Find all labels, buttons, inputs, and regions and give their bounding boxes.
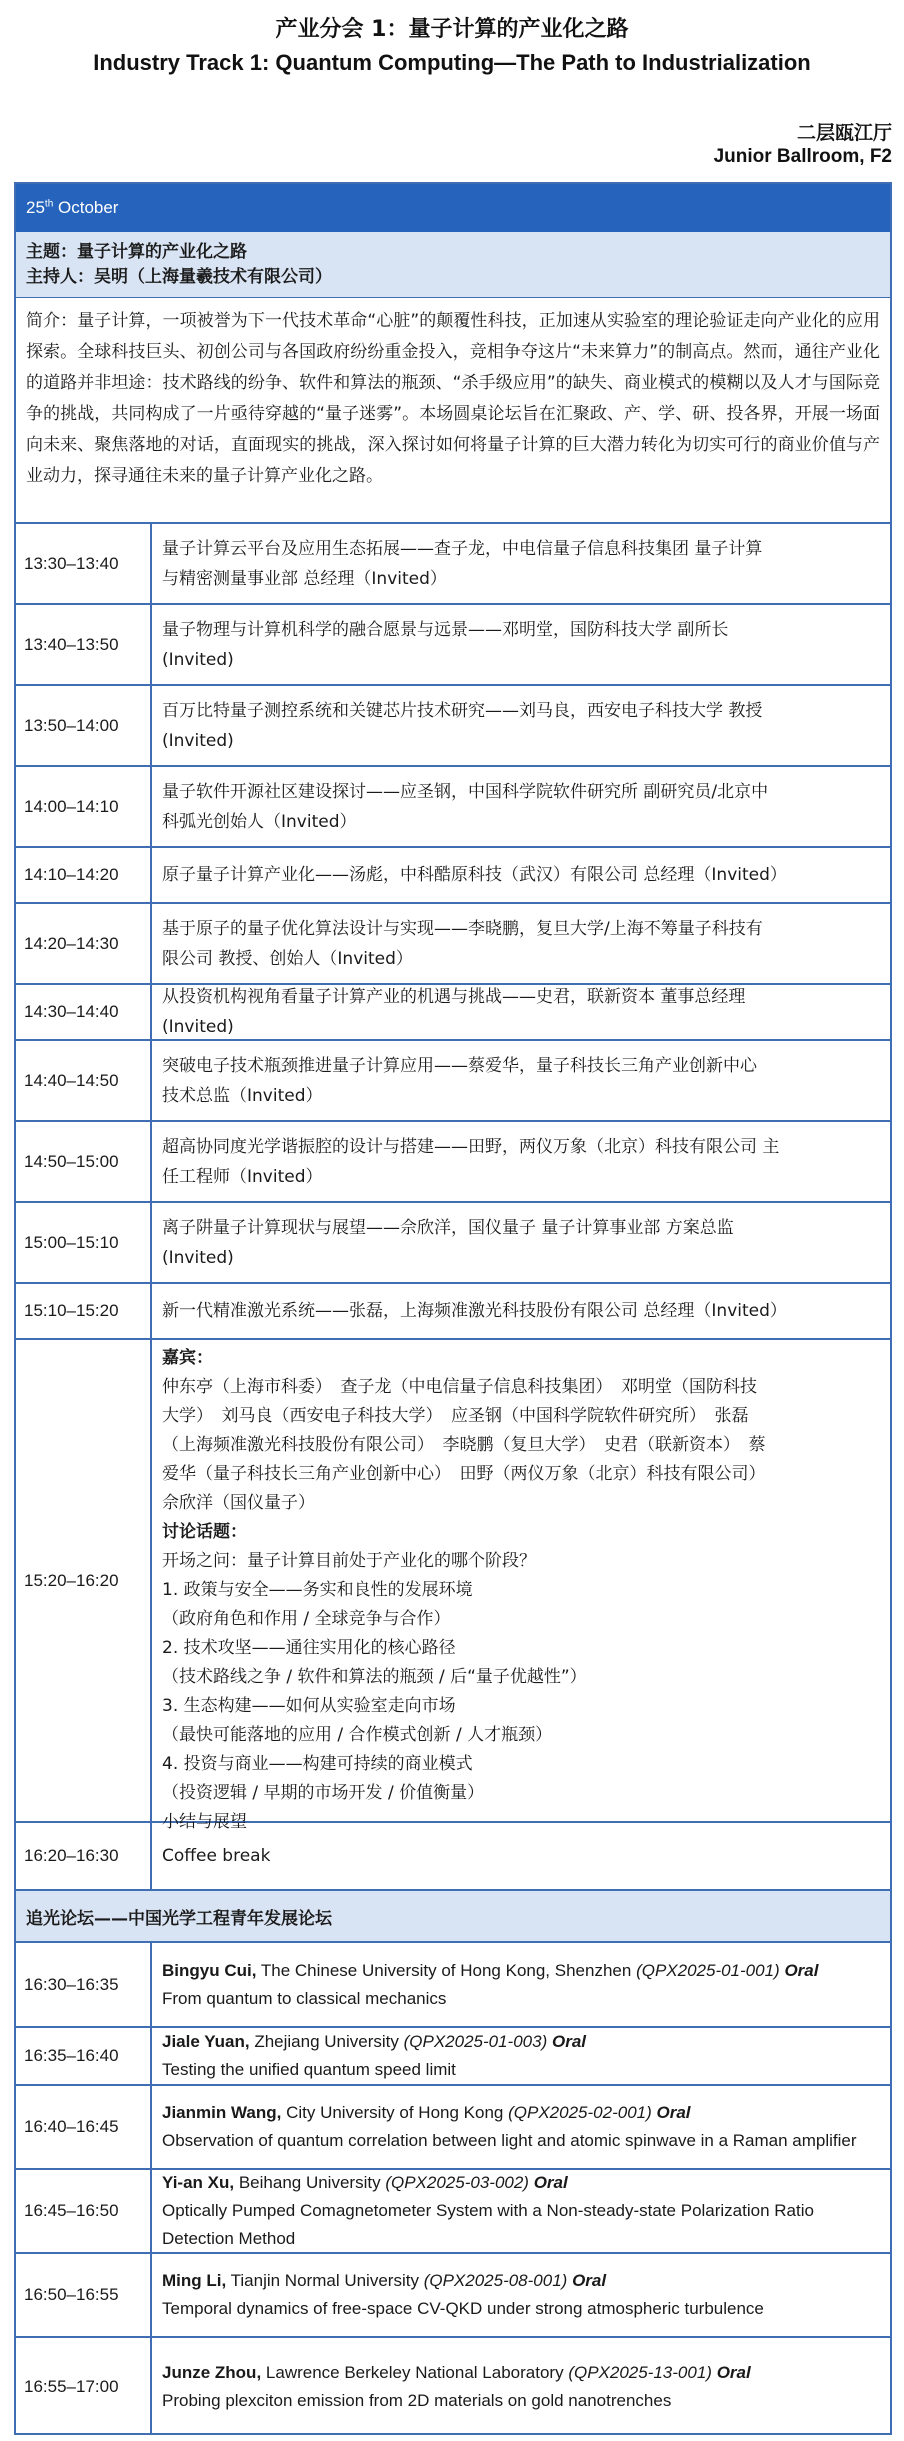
talk-desc	[154, 2338, 890, 2435]
topics-list	[162, 1547, 882, 1837]
talk-speaker: Ming Li,	[162, 2271, 227, 2290]
topic-line: 3. 生态构建——如何从实验室走向市场	[162, 1696, 456, 1716]
talk-speaker: Junze Zhou,	[162, 2362, 262, 2382]
session-row	[16, 1122, 890, 1203]
panel-time: 15:20–16:20	[16, 1340, 152, 1821]
topic-line: 2. 技术攻坚——通往实用化的核心路径	[162, 1638, 456, 1658]
talk-time: 16:35–16:40	[16, 2028, 152, 2084]
talk-desc	[154, 2086, 890, 2168]
session-time: 14:40–14:50	[16, 1041, 152, 1120]
talk-title: Temporal dynamics of free-space CV-QKD under strong atmospheric turbulence	[162, 2299, 764, 2318]
session-row	[16, 1284, 890, 1340]
coffee-label	[154, 1823, 890, 1889]
talk-time: 16:55–17:00	[16, 2338, 152, 2435]
talk-time: 16:45–16:50	[16, 2170, 152, 2252]
talk-title: Testing the unified quantum speed limit	[162, 2060, 456, 2079]
talk-type: Oral	[551, 2032, 587, 2051]
guest-line: 爱华（量子科技长三角产业创新中心） 田野（两仪万象（北京）科技有限公司）	[162, 1464, 766, 1484]
panel-desc	[154, 1340, 890, 1832]
talk-row	[16, 1943, 890, 2028]
session-desc	[154, 1203, 890, 1282]
session-desc	[154, 524, 890, 603]
guest-line: （上海频准激光科技股份有限公司） 李晓鹏（复旦大学） 史君（联新资本） 蔡	[162, 1435, 766, 1455]
talk-type: Oral	[784, 1960, 819, 1980]
coffee-time: 16:20–16:30	[16, 1823, 152, 1889]
topic-line: （技术路线之争 / 软件和算法的瓶颈 / 后“量子优越性”）	[162, 1667, 587, 1687]
session-desc	[154, 1041, 890, 1120]
talk-row	[16, 2028, 890, 2086]
talk-type: Oral	[656, 2103, 691, 2122]
talk-speaker: Jiale Yuan,	[162, 2032, 250, 2051]
venue-cn: 二层瓯江厅	[796, 122, 892, 144]
topic-host: 主持人：吴明（上海量羲技术有限公司）	[26, 267, 332, 287]
session-line2: 技术总监（Invited）	[162, 1085, 323, 1106]
talk-title: Optically Pumped Comagnetometer System with a Non-steady-state Polarization Ratio Detection Method	[162, 2201, 814, 2248]
session-desc	[154, 904, 890, 983]
session-line2: 科弧光创始人（Invited）	[162, 811, 357, 832]
date-month: October	[58, 198, 119, 217]
session-row	[16, 904, 890, 985]
session-line1: 量子物理与计算机科学的融合愿景与远景——邓明堂，国防科技大学 副所长	[162, 619, 729, 640]
session-desc	[154, 605, 890, 684]
talk-row	[16, 2254, 890, 2338]
panel-row	[16, 1340, 890, 1832]
talk-title: Observation of quantum correlation between light and atomic spinwave in a Raman amplifier	[162, 2131, 857, 2150]
talk-title: From quantum to classical mechanics	[162, 1988, 447, 2008]
session-time: 14:50–15:00	[16, 1122, 152, 1201]
session-row	[16, 985, 890, 1041]
intro-text: 简介：量子计算，一项被誉为下一代技术革命“心脏”的颠覆性科技，正加速从实验室的理论验证走向产业化的应用探索。全球科技巨头、初创公司与各国政府纷纷重金投入，竞相争夺这片“未来算力”的制高点。然而，通往产业化的道路并非坦途：技术路线的纷争、软件和算法的瓶颈、“杀手级应用”的缺失、商业模式的模糊以及人才与国际竞争的挑战，共同构成了一片亟待穿越的“量子迷雾”。本场圆桌论坛旨在汇聚政、产、学、研、投各界，开展一场面向未来、聚焦落地的对话，直面现实的挑战，深入探讨如何将量子计算的巨大潜力转化为切实可行的商业价值与产业动力，探寻通往未来的量子计算产业化之路。	[16, 298, 890, 524]
talk-type: Oral	[533, 2173, 568, 2192]
session-row	[16, 1203, 890, 1284]
session-line2: 限公司 教授、创始人（Invited）	[162, 948, 413, 969]
talk-speaker: Jianmin Wang,	[162, 2103, 282, 2122]
session-desc	[154, 767, 890, 846]
talk-time: 16:40–16:45	[16, 2086, 152, 2168]
session-line2: (Invited)	[162, 730, 234, 751]
guest-line: 佘欣洋（国仪量子）	[162, 1493, 315, 1513]
session-desc	[154, 1284, 890, 1338]
session-line1: 从投资机构视角看量子计算产业的机遇与挑战——史君，联新资本 董事总经理	[162, 987, 746, 1007]
date-header	[16, 184, 890, 232]
session-line1: 量子软件开源社区建设探讨——应圣钢，中国科学院软件研究所 副研究员/北京中	[162, 781, 769, 802]
session-line1: 原子量子计算产业化——汤彪，中科酷原科技（武汉）有限公司 总经理（Invited）	[162, 865, 787, 885]
session-line1: 量子计算云平台及应用生态拓展——查子龙，中电信量子信息科技集团 量子计算	[162, 538, 763, 559]
session-row	[16, 767, 890, 848]
talk-code: (QPX2025-13-001)	[568, 2362, 712, 2382]
topic-line: 开场之问：量子计算目前处于产业化的哪个阶段？	[162, 1551, 536, 1571]
talk-row	[16, 2086, 890, 2170]
talk-header	[162, 2169, 882, 2197]
session-line2: 任工程师（Invited）	[162, 1166, 323, 1187]
venue-en: Junior Ballroom, F2	[713, 146, 892, 167]
talk-affiliation: Beihang University	[238, 2173, 381, 2192]
talk-desc	[154, 2254, 890, 2336]
talk-desc	[154, 1943, 890, 2026]
topic-line: （政府角色和作用 / 全球竞争与合作）	[162, 1609, 451, 1629]
talk-header	[162, 2267, 882, 2295]
session-row	[16, 1041, 890, 1122]
topic-line: 小结与展望	[162, 1812, 247, 1832]
talk-affiliation: City University of Hong Kong	[286, 2103, 504, 2122]
session-line1: 离子阱量子计算现状与展望——佘欣洋，国仪量子 量子计算事业部 方案总监	[162, 1217, 734, 1238]
guests-label: 嘉宾：	[162, 1348, 213, 1368]
session-row	[16, 524, 890, 605]
talk-speaker: Yi-an Xu,	[162, 2173, 235, 2192]
talk-affiliation: Lawrence Berkeley National Laboratory	[265, 2362, 564, 2382]
session-desc	[154, 686, 890, 765]
coffee-row	[16, 1823, 890, 1891]
session-time: 14:10–14:20	[16, 848, 152, 902]
session-line1: 超高协同度光学谐振腔的设计与搭建——田野，两仪万象（北京）科技有限公司 主	[162, 1136, 780, 1157]
topic-line: （最快可能落地的应用 / 合作模式创新 / 人才瓶颈）	[162, 1725, 553, 1745]
session-row	[16, 686, 890, 767]
session-time: 14:00–14:10	[16, 767, 152, 846]
talk-speaker: Bingyu Cui,	[162, 1960, 257, 1980]
talk-time: 16:30–16:35	[16, 1943, 152, 2026]
talk-row	[16, 2338, 890, 2435]
session-time: 15:10–15:20	[16, 1284, 152, 1338]
topics-label: 讨论话题：	[162, 1522, 247, 1542]
session-time: 15:00–15:10	[16, 1203, 152, 1282]
guest-line: 仲东亭（上海市科委） 查子龙（中电信量子信息科技集团） 邓明堂（国防科技	[162, 1377, 757, 1397]
date-suffix: th	[44, 198, 54, 210]
session-time: 14:20–14:30	[16, 904, 152, 983]
session-line1: 基于原子的量子优化算法设计与实现——李晓鹏，复旦大学/上海不筹量子科技有	[162, 918, 763, 939]
session-desc	[154, 848, 890, 902]
session-line2: (Invited)	[162, 1017, 234, 1037]
topic-line: 4. 投资与商业——构建可持续的商业模式	[162, 1754, 473, 1774]
talk-type: Oral	[716, 2362, 751, 2382]
talk-code: (QPX2025-08-001)	[423, 2271, 568, 2290]
talk-header	[162, 2099, 882, 2127]
talk-type: Oral	[572, 2271, 607, 2290]
talk-desc	[154, 2028, 890, 2084]
session-line2: 与精密测量事业部 总经理（Invited）	[162, 568, 447, 589]
session-desc	[154, 985, 890, 1039]
section-title: 追光论坛——中国光学工程青年发展论坛	[16, 1891, 890, 1943]
talk-affiliation: Zhejiang University	[254, 2032, 399, 2051]
talk-code: (QPX2025-01-003)	[403, 2032, 548, 2051]
talk-affiliation: The Chinese University of Hong Kong, Shenzhen	[260, 1960, 632, 1980]
talk-header	[162, 2359, 882, 2387]
topic-line: （投资逻辑 / 早期的市场开发 / 价值衡量）	[162, 1783, 485, 1803]
session-time: 13:30–13:40	[16, 524, 152, 603]
talk-desc	[154, 2170, 890, 2252]
talk-code: (QPX2025-02-001)	[508, 2103, 652, 2122]
talk-code: (QPX2025-01-001)	[636, 1960, 780, 1980]
session-line1: 新一代精准激光系统——张磊，上海频准激光科技股份有限公司 总经理（Invited）	[162, 1301, 787, 1321]
talk-header	[162, 2028, 882, 2056]
session-row	[16, 605, 890, 686]
session-line1: 百万比特量子测控系统和关键芯片技术研究——刘马良，西安电子科技大学 教授	[162, 700, 763, 721]
page-title-en: Industry Track 1: Quantum Computing—The Path to Industrialization	[93, 50, 811, 75]
session-time: 13:50–14:00	[16, 686, 152, 765]
topic-block	[16, 232, 890, 298]
session-line2: (Invited)	[162, 649, 234, 670]
talk-header	[162, 1957, 882, 1985]
talk-title: Probing plexciton emission from 2D materials on gold nanotrenches	[162, 2390, 672, 2410]
date-day: 25	[26, 198, 45, 217]
topic-theme: 主题：量子计算的产业化之路	[26, 242, 247, 262]
page-title-cn: 产业分会 1：量子计算的产业化之路	[275, 17, 629, 42]
session-line2: (Invited)	[162, 1247, 234, 1268]
session-row	[16, 848, 890, 904]
guests-list	[162, 1373, 882, 1518]
topic-line: 1. 政策与安全——务实和良性的发展环境	[162, 1580, 473, 1600]
talk-affiliation: Tianjin Normal University	[230, 2271, 419, 2290]
session-time: 14:30–14:40	[16, 985, 152, 1039]
talk-row	[16, 2170, 890, 2254]
session-desc	[154, 1122, 890, 1201]
talk-time: 16:50–16:55	[16, 2254, 152, 2336]
coffee-text: Coffee break	[162, 1846, 271, 1866]
session-line1: 突破电子技术瓶颈推进量子计算应用——蔡爱华，量子科技长三角产业创新中心	[162, 1055, 757, 1076]
session-time: 13:40–13:50	[16, 605, 152, 684]
talk-code: (QPX2025-03-002)	[385, 2173, 529, 2192]
guest-line: 大学） 刘马良（西安电子科技大学） 应圣钢（中国科学院软件研究所） 张磊	[162, 1406, 749, 1426]
